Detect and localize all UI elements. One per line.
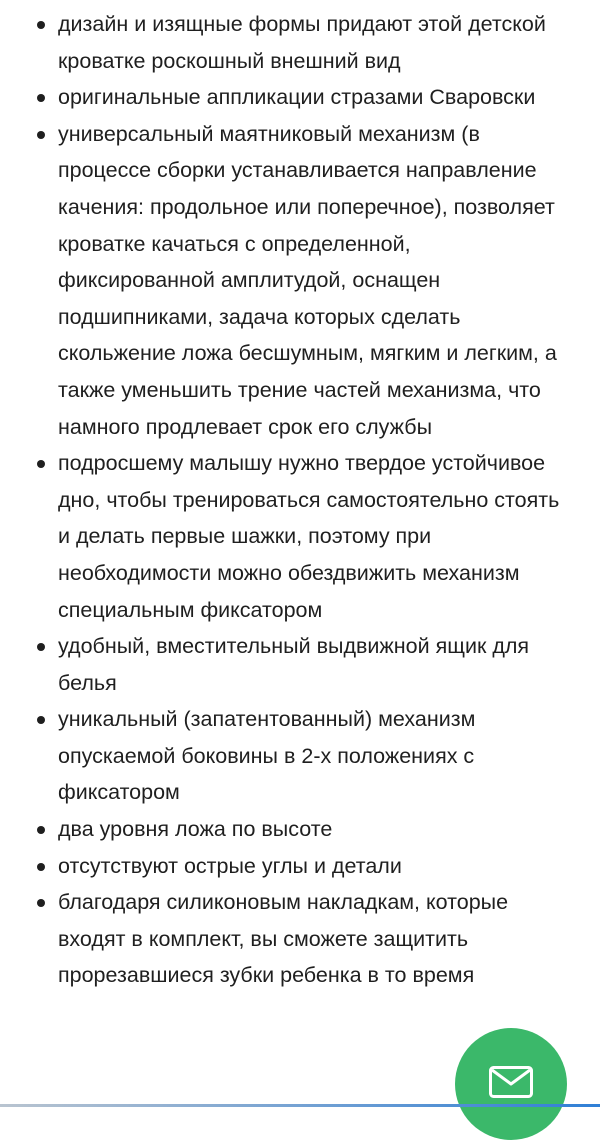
product-description: [0, 6, 600, 994]
list-item: два уровня ложа по высоте: [58, 811, 600, 848]
feature-list: [0, 6, 600, 994]
list-item: благодаря силиконовым накладкам, которые входят в комплект, вы сможете защитить прорезавшиеся зубки ребенка в то время: [58, 884, 600, 994]
list-item: уникальный (запатентованный) механизм опускаемой боковины в 2-х положениях с фиксатором: [58, 701, 600, 811]
envelope-icon: [489, 1066, 533, 1098]
list-item: подросшему малышу нужно твердое устойчивое дно, чтобы тренироваться самостоятельно стоять и делать первые шажки, поэтому при необходимости можно обездвижить механизм специальным фиксатором: [58, 445, 600, 628]
list-item: универсальный маятниковый механизм (в процессе сборки устанавливается направление качения: продольное или поперечное), позволяет кроватке качаться с определенной, фиксированной амплитудой, оснащен подшипниками, задача которых сделать скольжение ложа бесшумным, мягким и легким, а также уменьшить трение частей механизма, что намного продлевает срок его службы: [58, 116, 600, 445]
list-item: отсутствуют острые углы и детали: [58, 848, 600, 885]
list-item: удобный, вместительный выдвижной ящик для белья: [58, 628, 600, 701]
contact-message-button[interactable]: [455, 1028, 567, 1140]
list-item: оригинальные аппликации стразами Сваровски: [58, 79, 600, 116]
list-item: дизайн и изящные формы придают этой детской кроватке роскошный внешний вид: [58, 6, 600, 79]
